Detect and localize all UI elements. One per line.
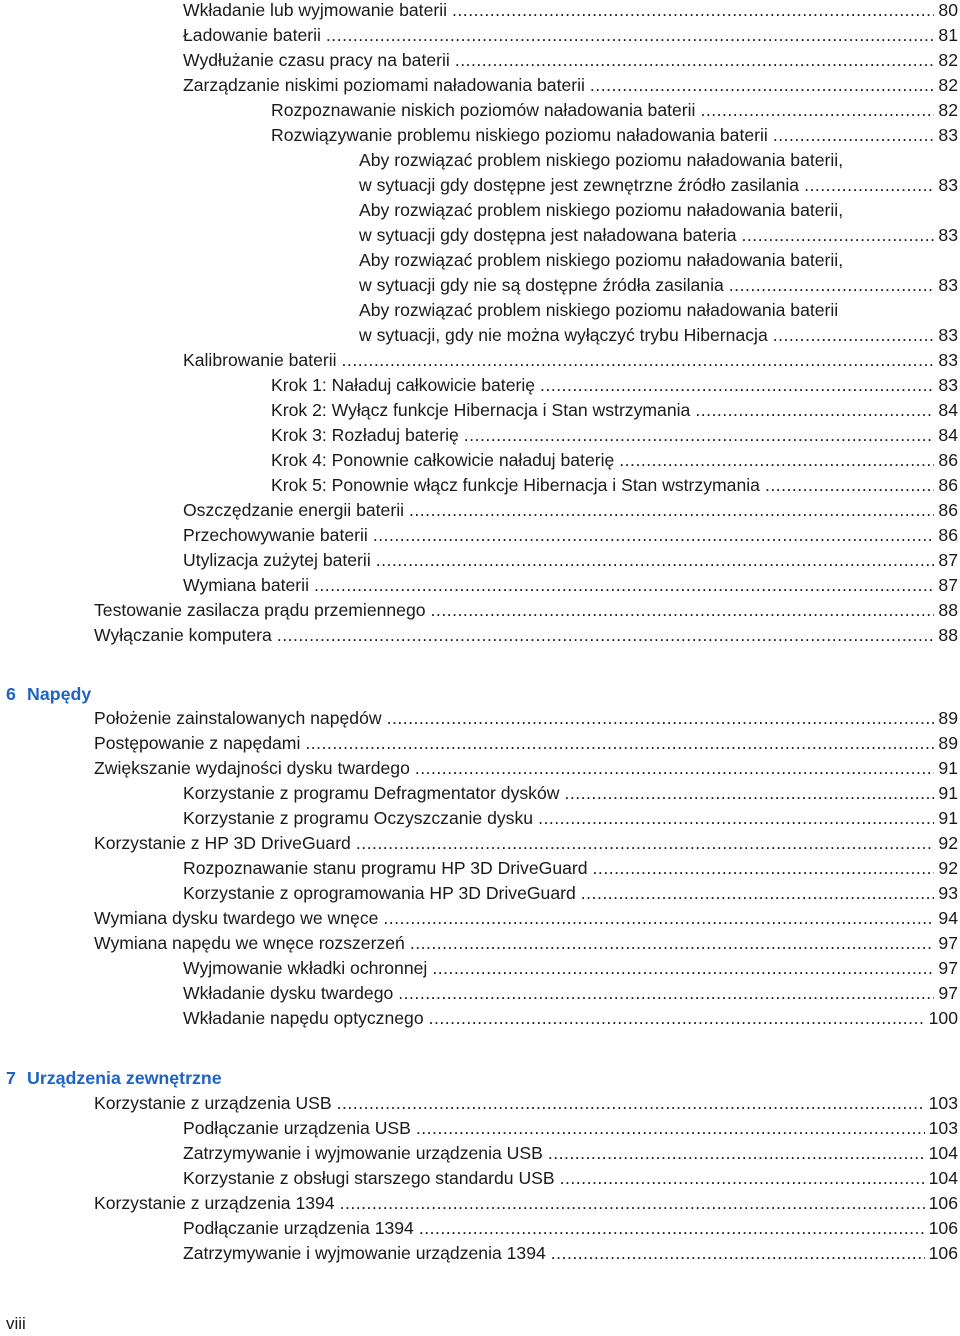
- toc-entry-page: 97: [938, 933, 958, 953]
- toc-entry-title: Krok 2: Wyłącz funkcje Hibernacja i Stan wstrzymania: [271, 400, 691, 420]
- toc-entry[interactable]: [94, 1091, 958, 1116]
- dot-leader: [581, 881, 935, 906]
- dot-leader: [548, 1141, 925, 1166]
- chapter-title: Napędy: [27, 684, 92, 704]
- toc-entry-page: 89: [938, 708, 958, 728]
- toc-entry[interactable]: [94, 731, 958, 756]
- toc-entry-page: 82: [938, 75, 958, 95]
- dot-leader: [540, 373, 934, 398]
- dot-leader: [695, 398, 934, 423]
- toc-entry[interactable]: [359, 273, 958, 298]
- toc-entry-title: Położenie zainstalowanych napędów: [94, 708, 382, 728]
- chapter-title: Urządzenia zewnętrzne: [27, 1068, 222, 1088]
- dot-leader: [773, 323, 935, 348]
- toc-entry-title: Przechowywanie baterii: [183, 525, 368, 545]
- toc-entry[interactable]: [183, 1006, 958, 1031]
- toc-entry-page: 83: [938, 325, 958, 345]
- toc-entry-title: Wymiana dysku twardego we wnęce: [94, 908, 379, 928]
- toc-entry[interactable]: [94, 906, 958, 931]
- dot-leader: [326, 23, 935, 48]
- toc-entry-title: Wkładanie dysku twardego: [183, 983, 394, 1003]
- toc-entry-page: 88: [938, 600, 958, 620]
- toc-entry[interactable]: [359, 223, 958, 248]
- dot-leader: [415, 756, 935, 781]
- toc-entry-title: Krok 5: Ponownie włącz funkcje Hibernacja i Stan wstrzymania: [271, 475, 760, 495]
- dot-leader: [619, 448, 934, 473]
- dot-leader: [356, 831, 935, 856]
- toc-entry[interactable]: [183, 1216, 958, 1241]
- toc-entry-title: w sytuacji gdy dostępne jest zewnętrzne źródło zasilania: [359, 175, 800, 195]
- dot-leader: [409, 498, 934, 523]
- dot-leader: [387, 706, 935, 731]
- toc-entry-title: Korzystanie z urządzenia USB: [94, 1093, 332, 1113]
- toc-entry-page: 81: [938, 25, 958, 45]
- toc-entry[interactable]: [183, 956, 958, 981]
- toc-entry[interactable]: [183, 1141, 958, 1166]
- toc-entry[interactable]: [271, 123, 958, 148]
- dot-leader: [773, 123, 935, 148]
- dot-leader: [564, 781, 934, 806]
- toc-entry-title-line[interactable]: Aby rozwiązać problem niskiego poziomu naładowania baterii,: [359, 150, 844, 170]
- dot-leader: [432, 956, 934, 981]
- dot-leader: [383, 906, 934, 931]
- dot-leader: [560, 1166, 925, 1191]
- toc-entry-title: Krok 3: Rozładuj baterię: [271, 425, 459, 445]
- toc-entry-page: 82: [938, 50, 958, 70]
- toc-entry[interactable]: [183, 1116, 958, 1141]
- toc-entry-title: Testowanie zasilacza prądu przemiennego: [94, 600, 426, 620]
- toc-entry-title: Zarządzanie niskimi poziomami naładowania baterii: [183, 75, 585, 95]
- toc-entry-page: 84: [938, 425, 958, 445]
- toc-entry[interactable]: [183, 48, 958, 73]
- toc-entry-title: Korzystanie z urządzenia 1394: [94, 1193, 335, 1213]
- toc-entry-page: 83: [938, 375, 958, 395]
- toc-entry-page: 82: [938, 100, 958, 120]
- toc-entry[interactable]: [271, 373, 958, 398]
- dot-leader: [452, 0, 934, 23]
- toc-entry-title: Podłączanie urządzenia 1394: [183, 1218, 414, 1238]
- toc-entry[interactable]: [183, 523, 958, 548]
- toc-entry-title: Korzystanie z programu Defragmentator dysków: [183, 783, 560, 803]
- dot-leader: [464, 423, 935, 448]
- dot-leader: [277, 623, 935, 648]
- toc-entry-title: Kalibrowanie baterii: [183, 350, 337, 370]
- dot-leader: [455, 48, 935, 73]
- toc-entry-page: 103: [928, 1093, 958, 1113]
- toc-entry-title: Wymiana napędu we wnęce rozszerzeń: [94, 933, 405, 953]
- dot-leader: [429, 1006, 925, 1031]
- toc-entry-title: Oszczędzanie energii baterii: [183, 500, 405, 520]
- toc-entry-page: 83: [938, 225, 958, 245]
- toc-entry[interactable]: [94, 623, 958, 648]
- chapter-number: 7: [6, 1068, 16, 1088]
- toc-entry-page: 106: [928, 1193, 958, 1213]
- toc-entry[interactable]: [271, 448, 958, 473]
- toc-entry-page: 83: [938, 350, 958, 370]
- dot-leader: [419, 1216, 925, 1241]
- toc-entry-title: Utylizacja zużytej baterii: [183, 550, 371, 570]
- toc-entry-page: 80: [938, 0, 958, 20]
- toc-entry-page: 92: [938, 833, 958, 853]
- toc-entry-title: Wyjmowanie wkładki ochronnej: [183, 958, 428, 978]
- toc-entry-title: Rozwiązywanie problemu niskiego poziomu naładowania baterii: [271, 125, 768, 145]
- dot-leader: [416, 1116, 925, 1141]
- toc-entry[interactable]: [183, 498, 958, 523]
- toc-entry[interactable]: [94, 931, 958, 956]
- dot-leader: [729, 273, 935, 298]
- toc-entry-page: 106: [928, 1243, 958, 1263]
- dot-leader: [551, 1241, 925, 1266]
- toc-entry-page: 100: [928, 1008, 958, 1028]
- dot-leader: [373, 523, 935, 548]
- chapter-heading[interactable]: [6, 681, 91, 707]
- toc-entry-title-line[interactable]: Aby rozwiązać problem niskiego poziomu naładowania baterii,: [359, 200, 844, 220]
- toc-entry[interactable]: [183, 781, 958, 806]
- toc-entry-page: 104: [928, 1168, 958, 1188]
- toc-entry-page: 92: [938, 858, 958, 878]
- toc-entry[interactable]: [359, 173, 958, 198]
- toc-entry-page: 83: [938, 125, 958, 145]
- dot-leader: [376, 548, 935, 573]
- dot-leader: [431, 598, 935, 623]
- toc-entry-title: Rozpoznawanie niskich poziomów naładowania baterii: [271, 100, 696, 120]
- toc-entry[interactable]: [183, 806, 958, 831]
- page-number: viii: [6, 1314, 26, 1333]
- toc-entry-page: 83: [938, 275, 958, 295]
- toc-entry-title: w sytuacji gdy nie są dostępne źródła zasilania: [359, 275, 724, 295]
- toc-entry[interactable]: [183, 856, 958, 881]
- dot-leader: [398, 981, 934, 1006]
- toc-entry-page: 86: [938, 475, 958, 495]
- toc-entry[interactable]: [183, 0, 958, 23]
- toc-entry-page: 104: [928, 1143, 958, 1163]
- toc-entry-title: Krok 1: Naładuj całkowicie baterię: [271, 375, 536, 395]
- toc-entry[interactable]: [183, 573, 958, 598]
- toc-entry-title-line[interactable]: Aby rozwiązać problem niskiego poziomu naładowania baterii: [359, 300, 839, 320]
- toc-entry-page: 86: [938, 500, 958, 520]
- toc-entry[interactable]: [183, 548, 958, 573]
- toc-entry[interactable]: [271, 473, 958, 498]
- toc-entry-title: Rozpoznawanie stanu programu HP 3D DriveGuard: [183, 858, 588, 878]
- dot-leader: [305, 731, 934, 756]
- toc-entry-page: 91: [938, 783, 958, 803]
- toc-entry-title-line[interactable]: Aby rozwiązać problem niskiego poziomu naładowania baterii,: [359, 250, 844, 270]
- dot-leader: [337, 1091, 925, 1116]
- toc-entry-title: Zatrzymywanie i wyjmowanie urządzenia USB: [183, 1143, 543, 1163]
- toc-entry[interactable]: [183, 348, 958, 373]
- toc-entry[interactable]: [94, 756, 958, 781]
- toc-entry-title: Korzystanie z obsługi starszego standardu USB: [183, 1168, 555, 1188]
- toc-entry[interactable]: [183, 73, 958, 98]
- dot-leader: [340, 1191, 925, 1216]
- toc-entry-page: 97: [938, 958, 958, 978]
- toc-entry[interactable]: [271, 98, 958, 123]
- toc-entry-title: Wkładanie lub wyjmowanie baterii: [183, 0, 448, 20]
- toc-entry-page: 97: [938, 983, 958, 1003]
- toc-entry-page: 83: [938, 175, 958, 195]
- toc-entry-page: 91: [938, 808, 958, 828]
- toc-entry-title: w sytuacji gdy dostępna jest naładowana bateria: [359, 225, 737, 245]
- toc-entry-title: Zatrzymywanie i wyjmowanie urządzenia 1394: [183, 1243, 546, 1263]
- toc-entry-title: Podłączanie urządzenia USB: [183, 1118, 411, 1138]
- toc-entry-title: Wymiana baterii: [183, 575, 309, 595]
- chapter-heading[interactable]: [6, 1065, 222, 1091]
- toc-entry[interactable]: [94, 831, 958, 856]
- dot-leader: [765, 473, 934, 498]
- dot-leader: [314, 573, 934, 598]
- toc-entry[interactable]: [94, 1191, 958, 1216]
- toc-entry-page: 87: [938, 575, 958, 595]
- toc-entry-page: 106: [928, 1218, 958, 1238]
- toc-entry-title: Postępowanie z napędami: [94, 733, 301, 753]
- toc-entry-page: 84: [938, 400, 958, 420]
- dot-leader: [410, 931, 935, 956]
- dot-leader: [342, 348, 935, 373]
- dot-leader: [742, 223, 935, 248]
- toc-entry[interactable]: [94, 706, 958, 731]
- toc-entry[interactable]: [94, 598, 958, 623]
- toc-entry-page: 94: [938, 908, 958, 928]
- toc-entry[interactable]: [183, 1166, 958, 1191]
- toc-entry-title: Korzystanie z programu Oczyszczanie dysku: [183, 808, 534, 828]
- toc-entry-title: Ładowanie baterii: [183, 25, 321, 45]
- toc-entry[interactable]: [359, 323, 958, 348]
- toc-entry-page: 86: [938, 450, 958, 470]
- toc-entry-title: Zwiększanie wydajności dysku twardego: [94, 758, 410, 778]
- toc-entry-page: 89: [938, 733, 958, 753]
- toc-entry-page: 86: [938, 525, 958, 545]
- toc-entry-title: Wydłużanie czasu pracy na baterii: [183, 50, 450, 70]
- toc-entry[interactable]: [183, 23, 958, 48]
- toc-entry-title: w sytuacji, gdy nie można wyłączyć trybu Hibernacja: [359, 325, 768, 345]
- toc-entry-page: 87: [938, 550, 958, 570]
- toc-entry-title: Korzystanie z oprogramowania HP 3D DriveGuard: [183, 883, 576, 903]
- toc-entry-title: Krok 4: Ponownie całkowicie naładuj baterię: [271, 450, 615, 470]
- dot-leader: [538, 806, 934, 831]
- chapter-number: 6: [6, 684, 16, 704]
- dot-leader: [700, 98, 934, 123]
- dot-leader: [590, 73, 935, 98]
- toc-entry-page: 103: [928, 1118, 958, 1138]
- toc-entry[interactable]: [271, 423, 958, 448]
- dot-leader: [804, 173, 934, 198]
- toc-entry[interactable]: [271, 398, 958, 423]
- toc-entry-title: Wyłączanie komputera: [94, 625, 272, 645]
- toc-entry-page: 91: [938, 758, 958, 778]
- toc-entry-title: Korzystanie z HP 3D DriveGuard: [94, 833, 351, 853]
- dot-leader: [593, 856, 935, 881]
- toc-entry[interactable]: [183, 981, 958, 1006]
- toc-entry-page: 88: [938, 625, 958, 645]
- toc-entry[interactable]: [183, 1241, 958, 1266]
- toc-entry[interactable]: [183, 881, 958, 906]
- toc-entry-page: 93: [938, 883, 958, 903]
- toc-entry-title: Wkładanie napędu optycznego: [183, 1008, 424, 1028]
